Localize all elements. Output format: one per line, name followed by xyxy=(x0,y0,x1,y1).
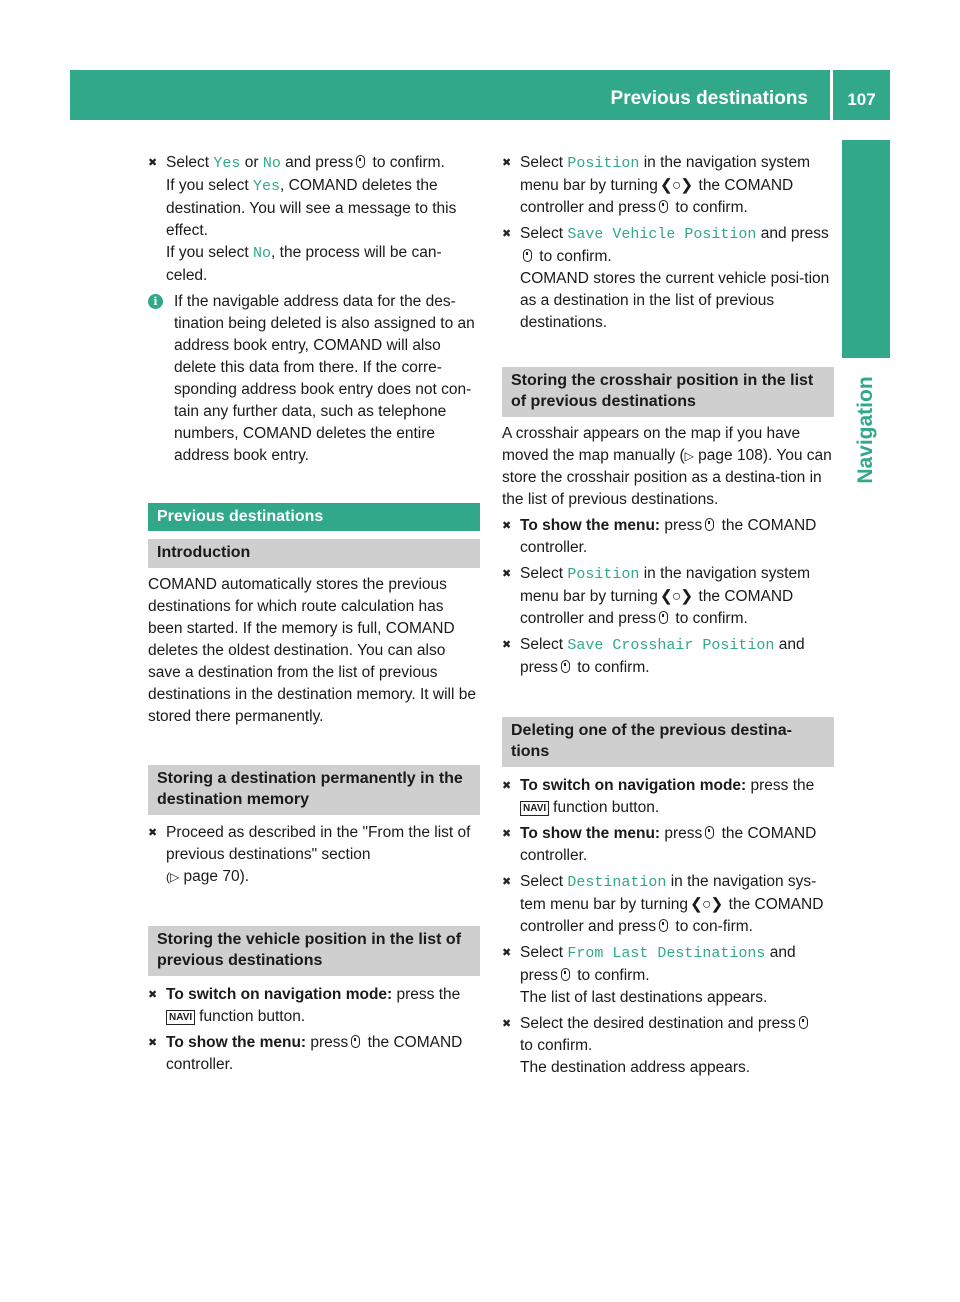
step-navi-mode: ✖ To switch on navigation mode: press the NAVI function button. xyxy=(502,775,834,819)
crosshair-intro: A crosshair appears on the map if you have moved the map manually (▷ page 108). You can store the crosshair position as a destina-tion in the list of previous destinations. xyxy=(502,425,832,508)
step-show-menu: ✖ To show the menu: press the COMAND controller. xyxy=(148,1032,480,1076)
press-controller-icon xyxy=(705,518,714,531)
press-controller-icon xyxy=(356,155,365,168)
step-proceed: ✖ Proceed as described in the "From the list of previous destinations" section (▷ page 70). xyxy=(148,822,480,888)
right-column xyxy=(502,152,834,1083)
navi-button-icon: NAVI xyxy=(520,801,549,816)
press-controller-icon xyxy=(523,249,532,262)
section-heading-delete: Deleting one of the previous destina-tions xyxy=(502,717,834,767)
left-column xyxy=(148,152,480,1080)
turn-controller-icon: ❮○❯ xyxy=(690,896,723,913)
page-header xyxy=(70,70,890,120)
press-controller-icon xyxy=(561,660,570,673)
option-no: No xyxy=(262,155,281,172)
step-navi-mode: ✖ To switch on navigation mode: press the NAVI function button. xyxy=(148,984,480,1028)
step-show-menu: ✖ To show the menu: press the COMAND controller. xyxy=(502,823,834,867)
press-controller-icon xyxy=(659,200,668,213)
press-controller-icon xyxy=(705,826,714,839)
info-note: i If the navigable address data for the des-tination being deleted is also assigned to an address book entry, COMAND will also delete this data from there. If the corre-sponding address book entry does not con-tain any further data, such as telephone numbers, COMAND deletes the entire address book entry. xyxy=(148,291,480,467)
page-number: 107 xyxy=(847,90,876,109)
header-title: Previous destinations xyxy=(610,88,808,109)
side-tab-text: Navigation xyxy=(854,376,877,484)
navi-button-icon: NAVI xyxy=(166,1010,195,1025)
press-controller-icon xyxy=(659,919,668,932)
step-from-last-destinations: ✖ Select From Last Destinations and press to confirm. The list of last destinations appears. xyxy=(502,942,834,1009)
section-heading-vehicle-position: Storing the vehicle position in the list of previous destinations xyxy=(148,926,480,976)
turn-controller-icon: ❮○❯ xyxy=(659,177,693,194)
side-tab xyxy=(842,140,890,358)
section-heading-store-permanently: Storing a destination permanently in the destination memory xyxy=(148,765,480,815)
step-select-destination: ✖ Select Destination in the navigation sys-tem menu bar by turning ❮○❯ the COMAND controller and press to con-firm. xyxy=(502,871,834,938)
option-yes: Yes xyxy=(213,155,241,172)
press-controller-icon xyxy=(351,1035,360,1048)
press-controller-icon xyxy=(799,1016,808,1029)
step-save-vehicle-position: ✖ Select Save Vehicle Position and press to confirm. COMAND stores the current vehicle posi-tion as a destination in the list of previous destinations. xyxy=(502,223,834,334)
section-heading-crosshair: Storing the crosshair position in the list of previous destinations xyxy=(502,367,834,417)
intro-text: COMAND automatically stores the previous destinations for which route calculation has been started. If the memory is full, COMAND deletes the oldest destination. You can also save a destination from the list of previous destinations in the destination memory. It will be stored there permanently. xyxy=(148,576,476,725)
step-select-yes-no: ✖ Select Yes or No and press to confirm. If you select Yes, COMAND deletes the destination. You will see a message to this effect. If you select No, the process will be can-celed. xyxy=(148,152,480,287)
press-controller-icon xyxy=(561,968,570,981)
info-icon: i xyxy=(148,294,163,309)
section-heading-introduction: Introduction xyxy=(148,539,480,568)
step-select-desired-destination: ✖ Select the desired destination and press to confirm. The destination address appears. xyxy=(502,1013,834,1079)
press-controller-icon xyxy=(659,611,668,624)
step-show-menu: ✖ To show the menu: press the COMAND controller. xyxy=(502,515,834,559)
side-tab-label xyxy=(842,368,890,492)
step-select-position: ✖ Select Position in the navigation system menu bar by turning ❮○❯ the COMAND controller and press to confirm. xyxy=(502,152,834,219)
step-select-position: ✖ Select Position in the navigation system menu bar by turning ❮○❯ the COMAND controller and press to confirm. xyxy=(502,563,834,630)
step-save-crosshair-position: ✖ Select Save Crosshair Position and press to confirm. xyxy=(502,634,834,679)
section-heading-previous-destinations: Previous destinations xyxy=(148,503,480,531)
turn-controller-icon: ❮○❯ xyxy=(659,588,693,605)
